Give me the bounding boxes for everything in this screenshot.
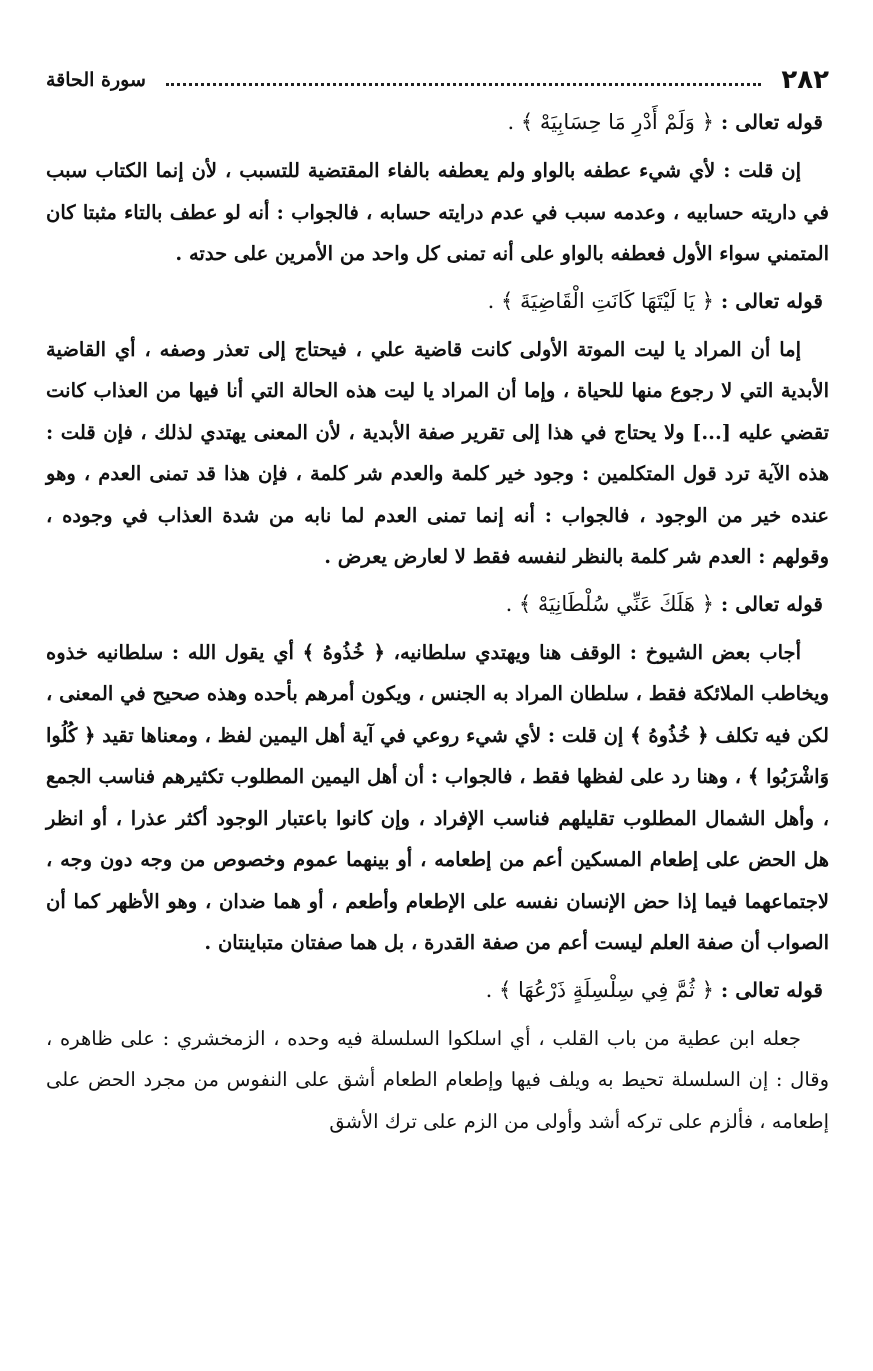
section-3 <box>46 584 829 964</box>
verse-heading <box>46 102 829 142</box>
commentary-paragraph: إما أن المراد يا ليت الموتة الأولى كانت قاضية علي ، فيحتاج إلى تعذر وصفه ، أي القاضية الأبدية التي لا رجوع منها للحياة ، وإما أن المراد يا ليت هذه الحالة التي أنا فيها من العذاب كانت تقضي عليه [...] ولا يحتاج في هذا إلى تقرير صفة الأبدية ، لأن المعنى يهتدي لذلك ، فإن قلت : هذه الآية ترد قول المتكلمين : وجود خير كلمة والعدم شر كلمة ، فإن هذا قد تمنى العدم ، وهو عنده خير من الوجود ، فالجواب : أنه إنما تمنى العدم لما نابه من شدة العذاب في وجوده ، وقولهم : العدم شر كلمة بالنظر لنفسه فقط لا لعارض يعرض . <box>46 337 829 568</box>
header-dotted-leader <box>166 83 762 86</box>
verse-intro: قوله تعالى : <box>720 110 823 134</box>
running-header <box>46 62 829 98</box>
verse-intro: قوله تعالى : <box>720 591 823 616</box>
quran-verse: ﴿ ثُمَّ فِي سِلْسِلَةٍ ذَرْعُهَا ﴾ . <box>485 977 714 1002</box>
verse-intro: قوله تعالى : <box>720 288 823 313</box>
page-number: ٢٨٢ <box>781 65 829 95</box>
quran-verse: ﴿ يَا لَيْتَهَا كَانَتِ الْقَاضِيَةَ ﴾ . <box>487 288 714 313</box>
verse-heading <box>46 584 829 624</box>
quran-verse: ﴿ وَلَمْ أَدْرِ مَا حِسَابِيَهْ ﴾ . <box>507 110 714 134</box>
section-1 <box>46 102 829 275</box>
commentary-paragraph: أجاب بعض الشيوخ : الوقف هنا ويهتدي سلطانيه، ﴿ خُذُوهُ ﴾ أي يقول الله : سلطانيه خذوه ويخاطب الملائكة فقط ، سلطان المراد به الجنس ، ويكون أمرهم بأحده وهذه صحيح في المعنى ، لكن فيه تكلف ﴿ خُذُوهُ ﴾ إن قلت : لأي شيء روعي في آية أهل اليمين لفظ ، ومعناها تقيد ﴿ كُلُوا وَاشْرَبُوا ﴾ ، وهنا رد على لفظها فقط ، فالجواب : أن أهل اليمين المطلوب تكثيرهم فناسب الجمع ، وأهل الشمال المطلوب تقليلهم فناسب الإفراد ، وإن كانوا باعتبار الوجود أكثر عذرا ، أو انظر هل الحض على إطعام المسكين أعم من إطعامه ، أو بينهما عموم وخصوص من وجه دون وجه ، لاجتماعهما فيما إذا حض الإنسان نفسه على الإطعام وأطعم ، أو هما ضدان ، وهو الأظهر كما أن الصواب أن صفة العلم ليست أعم من صفة القدرة ، بل هما صفتان متباينتان . <box>46 640 829 954</box>
verse-intro: قوله تعالى : <box>720 977 823 1002</box>
surah-name: سورة الحاقة <box>46 69 146 91</box>
commentary-paragraph: جعله ابن عطية من باب القلب ، أي اسلكوا السلسلة فيه وحده ، الزمخشري : على ظاهره ، وقال : إن السلسلة تحيط به ويلف فيها وإطعام الطعام أشق على النفوس من مجرد الحض على إطعامه ، فألزم على تركه أشد وأولى من الزم على ترك الأشق <box>46 1026 829 1133</box>
quran-verse: ﴿ هَلَكَ عَنِّي سُلْطَانِيَهْ ﴾ . <box>505 591 714 616</box>
verse-heading <box>46 281 829 321</box>
section-2 <box>46 281 829 578</box>
commentary-paragraph: إن قلت : لأي شيء عطفه بالواو ولم يعطفه بالفاء المقتضية للتسبب ، لأن إنما الكتاب سبب في داريته حسابيه ، وعدمه سبب في عدم درايته حسابه ، فالجواب : أنه لو عطف بالتاء مثبتا كان المتمني سواء الأول فعطفه بالواو على أنه تمنى كل واحد من الأمرين على حدته . <box>46 159 829 265</box>
section-4 <box>46 970 829 1143</box>
verse-heading <box>46 970 829 1010</box>
